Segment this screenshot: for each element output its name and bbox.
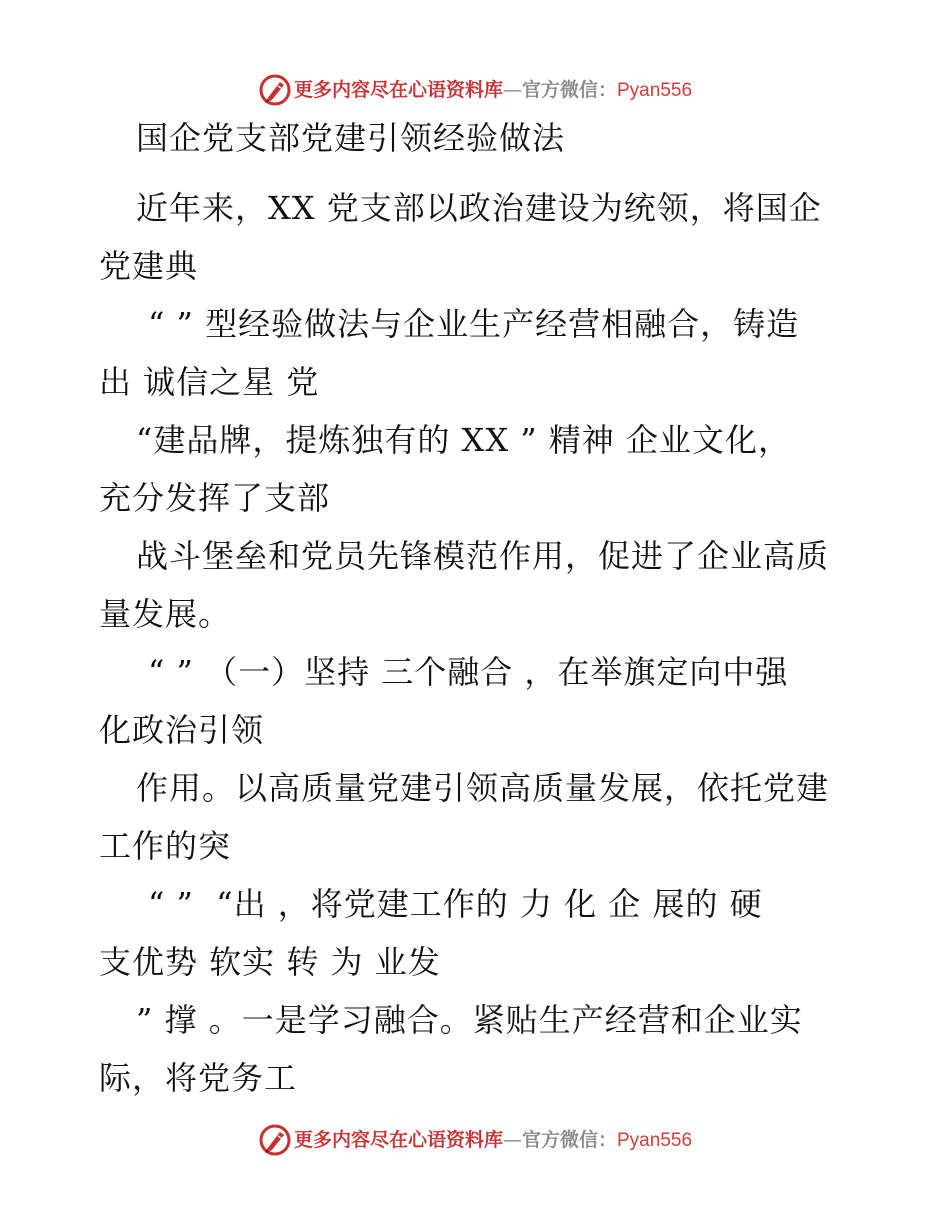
watermark-brand: 更多内容尽在心语资料库 <box>293 78 503 101</box>
text-line: 出 诚信之星 党 <box>99 363 320 401</box>
text-line: 近年来，XX 党支部以政治建设为统领，将国企 <box>136 189 822 227</box>
watermark-id: Pyan556 <box>617 79 693 101</box>
watermark-brand: 更多内容尽在心语资料库 <box>293 1128 503 1151</box>
text-line: 际，将党务工 <box>99 1059 298 1097</box>
document-title: 国企党支部党建引领经验做法 <box>136 119 566 157</box>
watermark-official: 官方微信： <box>521 78 617 101</box>
watermark-official: 官方微信： <box>521 1128 617 1151</box>
pen-logo-icon <box>258 1123 292 1157</box>
text-line: “ ” 型经验做法与企业生产经营相融合，铸造 <box>148 305 800 343</box>
text-line: 充分发挥了支部 <box>99 479 331 517</box>
header-watermark <box>0 70 950 110</box>
text-line: 支优势 软实 转 为 业发 <box>99 943 441 981</box>
watermark-dash: — <box>502 78 522 101</box>
text-line: 量发展。 <box>99 595 232 633</box>
text-line: “ ” “出 ，将党建工作的 力 化 企 展的 硬 <box>148 885 763 923</box>
text-line: 化政治引领 <box>99 711 265 749</box>
text-line: 战斗堡垒和党员先锋模范作用，促进了企业高质 <box>136 537 830 575</box>
text-line: “建品牌，提炼独有的 XX ” 精神 企业文化， <box>136 421 791 459</box>
pen-logo-icon <box>258 73 292 107</box>
watermark-dash: — <box>502 1128 522 1151</box>
text-line: 党建典 <box>99 247 199 285</box>
text-line: 工作的突 <box>99 827 232 865</box>
footer-watermark <box>0 1120 950 1160</box>
watermark-id: Pyan556 <box>617 1129 693 1151</box>
text-line: “ ” （一）坚持 三个融合 ，在举旗定向中强 <box>148 653 789 691</box>
text-line: ” 撑 。一是学习融合。紧贴生产经营和企业实 <box>136 1001 803 1039</box>
text-line: 作用。以高质量党建引领高质量发展，依托党建 <box>136 769 830 807</box>
